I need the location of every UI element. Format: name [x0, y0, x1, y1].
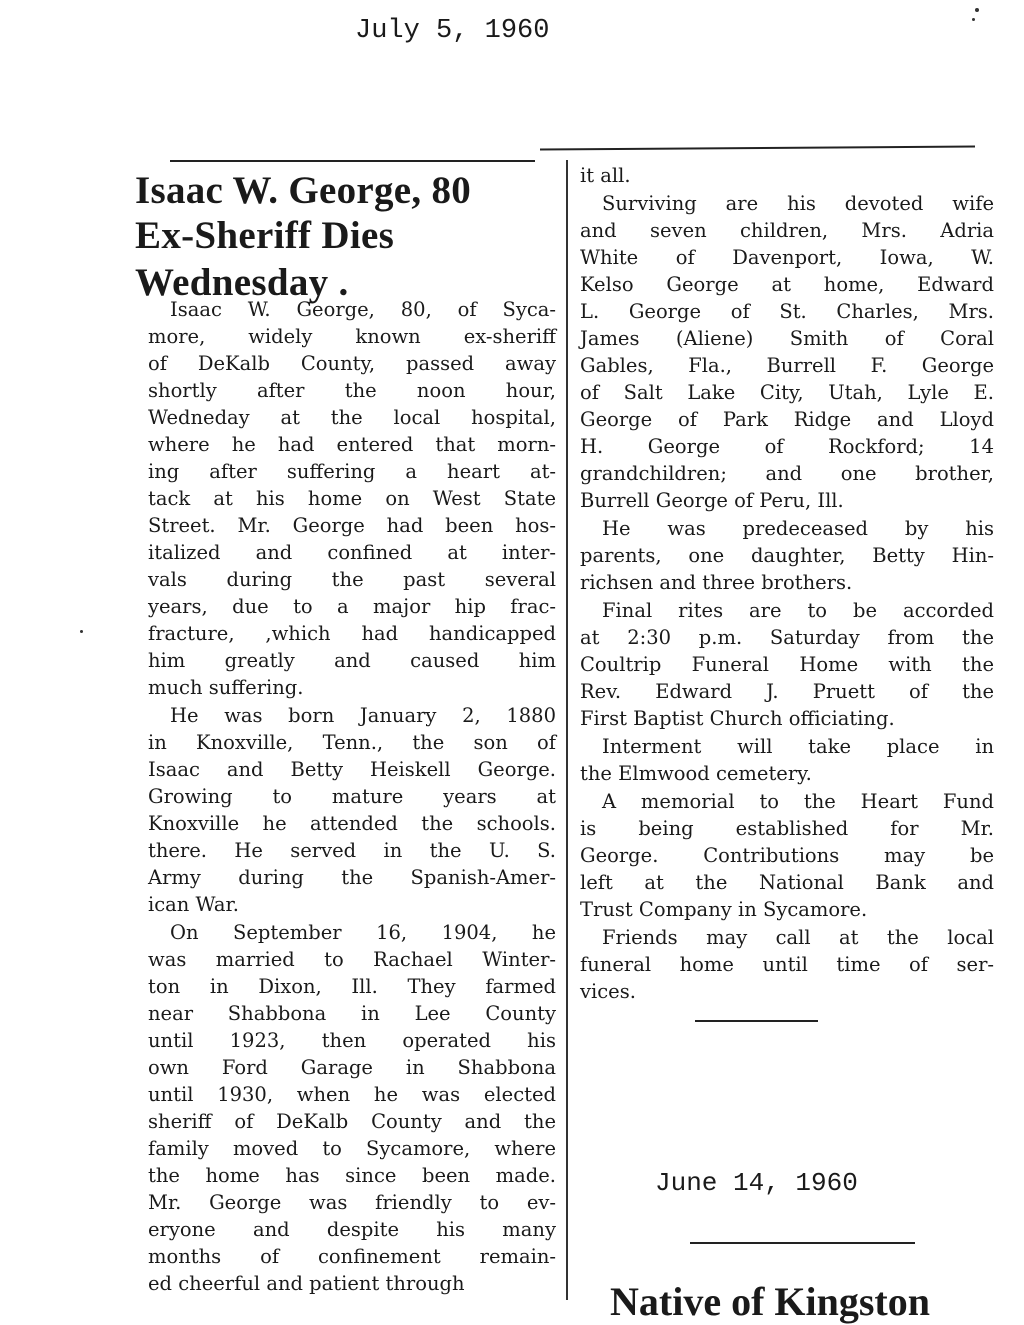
article-line: George of Park Ridge and Lloyd	[580, 408, 994, 431]
article-paragraph	[580, 733, 994, 787]
article-line: Growing to mature years at	[148, 785, 556, 808]
article-paragraph	[148, 296, 556, 701]
end-rule	[695, 1020, 818, 1022]
article-line: tack at his home on West State	[148, 487, 556, 510]
article-line: italized and confined at inter-	[148, 541, 556, 564]
scan-speck	[80, 630, 83, 633]
article-line: more, widely known ex-sheriff	[148, 325, 556, 348]
article-paragraph	[148, 702, 556, 918]
article-line: years, due to a major hip frac-	[148, 595, 556, 618]
article-right-column	[580, 162, 994, 1005]
article-paragraph	[148, 919, 556, 1297]
article-line: was married to Rachael Winter-	[148, 948, 556, 971]
article-line: months of confinement remain-	[148, 1245, 556, 1268]
article-line: Friends may call at the local	[602, 926, 994, 949]
article-line: Wedneday at the local hospital,	[148, 406, 556, 429]
next-article-headline: Native of Kingston	[610, 1279, 930, 1324]
column-divider	[566, 160, 568, 1300]
article-line: eryone and despite his many	[148, 1218, 556, 1241]
article-line: until 1930, when he was elected	[148, 1083, 556, 1106]
top-rule	[170, 160, 535, 162]
article-paragraph	[580, 924, 994, 1005]
article-line: Mr. George was friendly to ev-	[148, 1191, 556, 1214]
article-line: White of Davenport, Iowa, W.	[580, 246, 994, 269]
headline-line-2: Ex-Sheriff Dies	[135, 214, 395, 257]
second-clipping-date: June 14, 1960	[655, 1168, 858, 1198]
article-line: there. He served in the U. S.	[148, 839, 556, 862]
article-line: him greatly and caused him	[148, 649, 556, 672]
article-line: Burrell George of Peru, Ill.	[580, 489, 844, 512]
article-line: George. Contributions may be	[580, 844, 994, 867]
article-line: Surviving are his devoted wife	[602, 192, 994, 215]
article-line: richsen and three brothers.	[580, 571, 853, 594]
article-line: On September 16, 1904, he	[170, 921, 556, 944]
article-line: grandchildren; and one brother,	[580, 462, 994, 485]
article-line: at 2:30 p.m. Saturday from the	[580, 626, 994, 649]
article-paragraph	[580, 597, 994, 732]
article-line: of DeKalb County, passed away	[148, 352, 556, 375]
article-line: the home has since been made.	[148, 1164, 556, 1187]
article-line: Army during the Spanish-Amer-	[148, 866, 556, 889]
top-rule-right	[540, 145, 975, 150]
article-line: Gables, Fla., Burrell F. George	[580, 354, 994, 377]
article-line: the Elmwood cemetery.	[580, 762, 812, 785]
article-line: Knoxville he attended the schools.	[148, 812, 556, 835]
article-line: family moved to Sycamore, where	[148, 1137, 556, 1160]
article-line: Isaac and Betty Heiskell George.	[148, 758, 556, 781]
article-paragraph	[580, 788, 994, 923]
article-line: ing after suffering a heart at-	[148, 460, 556, 483]
article-line: it all.	[580, 164, 631, 187]
article-line: shortly after the noon hour,	[148, 379, 556, 402]
article-line: parents, one daughter, Betty Hin-	[580, 544, 994, 567]
scan-speck	[975, 8, 979, 12]
article-line: He was predeceased by his	[602, 517, 994, 540]
article-line: Trust Company in Sycamore.	[580, 898, 868, 921]
article-line: Final rites are to be accorded	[602, 599, 994, 622]
article-line: and seven children, Mrs. Adria	[580, 219, 994, 242]
article-paragraph	[580, 190, 994, 514]
headline-line-3: Wednesday .	[135, 261, 349, 304]
article-line: own Ford Garage in Shabbona	[148, 1056, 556, 1079]
article-line: vices.	[580, 980, 636, 1003]
article-line: Kelso George at home, Edward	[580, 273, 994, 296]
article-line: H. George of Rockford; 14	[580, 435, 994, 458]
article-line: funeral home until time of ser-	[580, 953, 994, 976]
article-line: Rev. Edward J. Pruett of the	[580, 680, 994, 703]
article-line: fracture, ,which had handicapped	[148, 622, 556, 645]
article-line: of Salt Lake City, Utah, Lyle E.	[580, 381, 994, 404]
scan-speck	[972, 18, 975, 21]
article-line: is being established for Mr.	[580, 817, 994, 840]
article-line: near Shabbona in Lee County	[148, 1002, 556, 1025]
article-left-column	[148, 296, 556, 1297]
article-line: vals during the past several	[148, 568, 556, 591]
article-line: ican War.	[148, 893, 239, 916]
article-line: First Baptist Church officiating.	[580, 707, 895, 730]
second-clipping-rule	[690, 1242, 915, 1244]
article-line: Coultrip Funeral Home with the	[580, 653, 994, 676]
article-line: He was born January 2, 1880	[170, 704, 556, 727]
article-paragraph	[580, 162, 994, 189]
article-line: Isaac W. George, 80, of Syca-	[170, 298, 556, 321]
article-line: James (Aliene) Smith of Coral	[580, 327, 994, 350]
headline-line-1: Isaac W. George, 80	[135, 169, 472, 212]
article-line: in Knoxville, Tenn., the son of	[148, 731, 556, 754]
article-paragraph	[580, 515, 994, 596]
article-line: where he had entered that morn-	[148, 433, 556, 456]
article-line: L. George of St. Charles, Mrs.	[580, 300, 994, 323]
article-line: until 1923, then operated his	[148, 1029, 556, 1052]
article-line: Street. Mr. George had been hos-	[148, 514, 556, 537]
article-line: left at the National Bank and	[580, 871, 994, 894]
article-line: A memorial to the Heart Fund	[602, 790, 994, 813]
article-line: much suffering.	[148, 676, 304, 699]
article-line: ton in Dixon, Ill. They farmed	[148, 975, 556, 998]
clipping-date: July 5, 1960	[355, 16, 550, 46]
article-line: ed cheerful and patient through	[148, 1272, 465, 1295]
article-line: Interment will take place in	[602, 735, 994, 758]
article-line: sheriff of DeKalb County and the	[148, 1110, 556, 1133]
